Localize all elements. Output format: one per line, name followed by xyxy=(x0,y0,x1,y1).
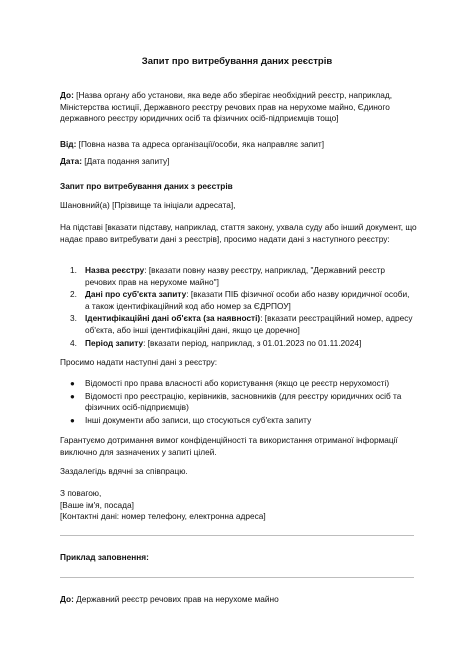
example-to-label: До: xyxy=(60,594,74,604)
divider xyxy=(60,577,414,578)
registry-details-list xyxy=(70,265,415,349)
list-item: 4. Період запиту: [вказати період, наприклад, з 01.01.2023 по 01.11.2024] xyxy=(70,337,362,348)
list-item: ● Відомості про реєстрацію, керівників, засновників (для реєстру юридичних осіб та фізичних осіб-підприємців) xyxy=(70,390,402,413)
bullet-icon: ● xyxy=(70,379,75,388)
bullet-icon: ● xyxy=(70,415,75,425)
document-title: Запит про витребування даних реєстрів xyxy=(141,56,333,67)
to-label: До: xyxy=(60,90,74,100)
list-item: ● Інші документи або записи, що стосуються суб'єкта запиту xyxy=(70,414,312,425)
list-item: 3. Ідентифікаційні дані об'єкта (за наявності): [вказати реєстраційний номер, адресу об'єкта, або інші ідентифікаційні дані, якщо це доречно] xyxy=(70,313,413,335)
example-to-field xyxy=(60,594,420,606)
closing-line: [Контактні дані: номер телефону, електронна адреса] xyxy=(60,511,266,522)
date-text: [Дата подання запиту] xyxy=(81,156,170,166)
example-heading: Приклад заповнення: xyxy=(60,552,149,562)
guarantee-paragraph: Гарантуємо дотримання вимог конфіденційності та використання отриманої інформації виключно для зазначених у запиті цілей. xyxy=(60,435,398,457)
list-item: ● Відомості про права власності або користування (якщо це реєстр нерухомості) xyxy=(70,378,390,388)
list-item: 2. Дані про суб'єкта запиту: [вказати ПІБ фізичної особи або назву юридичної особи, а також ідентифікаційний код або номер за ЄДРПОУ] xyxy=(70,289,410,311)
bullet-icon: ● xyxy=(70,391,75,401)
divider xyxy=(60,535,414,536)
date-label: Дата: xyxy=(60,156,82,166)
closing-line: З повагою, xyxy=(60,488,102,498)
section-heading: Запит про витребування даних з реєстрів xyxy=(60,181,233,191)
date-field xyxy=(60,156,420,168)
from-field xyxy=(60,139,420,151)
list-item: 1. Назва реєстру: [вказати повну назву реєстру, наприклад, "Державний реєстр речових прав на нерухоме майно"] xyxy=(70,265,386,287)
to-field xyxy=(60,90,420,125)
salutation: Шановний(а) [Прізвище та ініціали адресата], xyxy=(60,200,236,210)
request-intro: Просимо надати наступні дані з реєстру: xyxy=(60,357,218,367)
thanks-line: Заздалегідь вдячні за співпрацю. xyxy=(60,466,188,476)
requested-data-list xyxy=(70,378,415,426)
closing-block xyxy=(60,488,420,523)
from-text: [Повна назва та адреса організації/особи, яка направляє запит] xyxy=(76,139,325,149)
basis-paragraph: На підставі [вказати підставу, наприклад, стаття закону, ухвала суду або інший документ, що надає право витребувати дані з реєстрів], просимо надати дані з наступного реєстру: xyxy=(60,222,417,244)
example-to-text: Державний реєстр речових прав на нерухоме майно xyxy=(73,594,279,604)
to-text: [Назва органу або установи, яка веде або зберігає необхідний реєстр, наприклад, Міністерства юстиції, Державного реєстру речових прав на нерухоме майно, Єдиного державного реєстру юридичних осіб та фізичних осіб-підприємців тощо] xyxy=(60,90,393,124)
closing-line: [Ваше ім'я, посада] xyxy=(60,499,134,510)
from-label: Від: xyxy=(60,139,77,149)
